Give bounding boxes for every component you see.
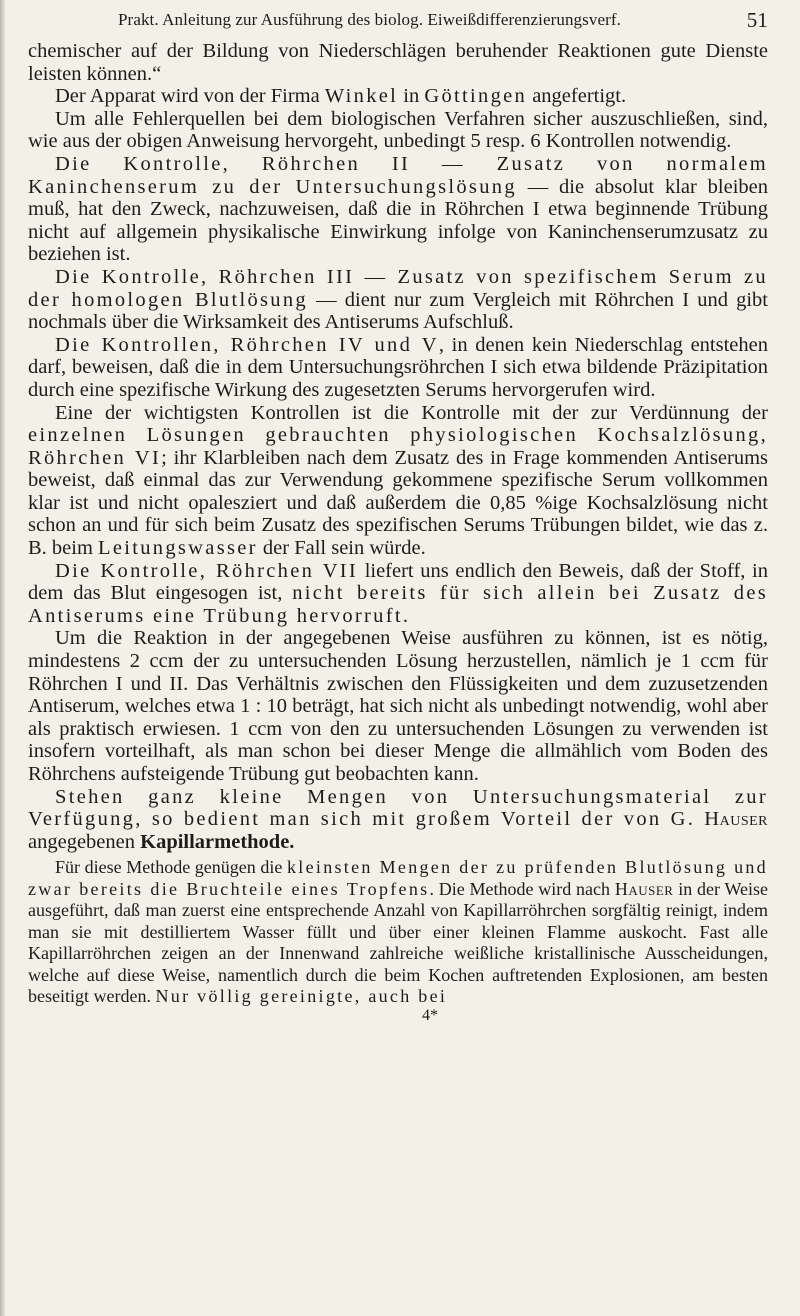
emphasis-leitungswasser: Leitungswasser [98, 537, 258, 560]
body-text [28, 40, 768, 1024]
method-name: Kapillarmethode. [140, 830, 295, 853]
running-title: Prakt. Anleitung zur Ausführung des biolog. Eiweißdifferenzierungsverf. [118, 10, 621, 29]
paragraph-9: Um die Reaktion in der angegebenen Weise ausführen zu können, ist es nötig, mindestens 2 ccm der zu untersuchenden Lösung herzustellen, nämlich je 1 ccm für Röhrchen I und II. Das Verhältnis zwischen den Flüssigkeiten und dem zuzusetzenden Antiserum, welches etwa 1 : 10 beträgt, hat sich nicht als unbedingt notwendig, wohl aber als praktisch erwiesen. 1 ccm von den zu untersuchenden Lösungen zu verwenden ist insofern vorteilhaft, als man schon bei dieser Menge die allmählich vom Boden des Röhrchens aufsteigende Trübung gut beobachten kann. [28, 627, 768, 785]
emphasis-small-amounts: Stehen ganz kleine Mengen von Untersuchungsmaterial zur Verfügung, so bedient man sich mit großem Vorteil der von G. [28, 785, 768, 831]
author-name-2: Hauser [614, 878, 674, 899]
author-name: Hauser [704, 808, 768, 831]
paragraph-7: Eine der wichtigsten Kontrollen ist die Kontrolle mit der zur Verdünnung der einzelnen Lösungen gebrauchten physiologischen Kochsalzlösung, Röhrchen VI; ihr Klarbleiben nach dem Zusatz des in Frage kommenden Antiserums beweist, daß einmal das zur Verwendung gekommene spezifische Serum vollkommen klar ist und nicht opalesziert und daß außerdem die 0,85 %ige Kochsalzlösung nicht schon an und für sich beim Zusatz des spezifischen Serums Trübungen bildet, wie das z. B. beim Leitungswasser der Fall sein würde. [28, 401, 768, 560]
city-name: Göttingen [424, 85, 528, 108]
paragraph-10: Stehen ganz kleine Mengen von Untersuchungsmaterial zur Verfügung, so bedient man sich mit großem Vorteil der von G. Hauser angegebenen Kapillarmethode. [28, 785, 768, 853]
emphasis-cleaned: Nur völlig gereinigte, auch bei [155, 986, 448, 1007]
emphasis-control-vii: Die Kontrolle, Röhrchen VII [55, 559, 359, 582]
paragraph-3: Um alle Fehlerquellen bei dem biologischen Verfahren sicher auszuschließen, sind, wie aus der obigen Anweisung hervorgeht, unbedingt 5 resp. 6 Kontrollen notwendig. [28, 107, 768, 153]
page-edge-shadow [0, 0, 6, 1316]
printer-signature: 4* [422, 1006, 438, 1024]
paragraph-5: Die Kontrolle, Röhrchen III — Zusatz von spezifischem Serum zu der homologen Blutlösung — dient nur zum Vergleich mit Röhrchen I und gibt nochmals über die Wirksamkeit des Antiserums Aufschluß. [28, 265, 768, 334]
paragraph-11: Für diese Methode genügen die kleinsten Mengen der zu prüfenden Blutlösung und zwar bereits die Bruchteile eines Tropfens. Die Methode wird nach Hauser in der Weise ausgeführt, daß man zuerst eine entsprechende Anzahl von Kapillarröhrchen sorgfältig reinigt, indem man sie mit destilliertem Wasser füllt und über einer kleinen Flamme auskocht. Fast alle Kapillarröhrchen zeigen an der Innenwand zahlreiche weißliche kristallinische Ausscheidungen, welche auf diese Weise, namentlich durch die beim Kochen auftretenden Explosionen, am besten beseitigt werden. Nur völlig gereinigte, auch bei [28, 857, 768, 1007]
paragraph-1: chemischer auf der Bildung von Niederschlägen beruhender Reaktionen gute Dienste leisten können.“ [28, 40, 768, 85]
paragraph-6: Die Kontrollen, Röhrchen IV und V, in denen kein Niederschlag entstehen darf, beweisen, daß die in dem Untersuchungsröhrchen I sich etwa bildende Präzipitation durch eine spezifische Wirkung des zugesetzten Serums hervorgerufen wird. [28, 333, 768, 401]
emphasis-control-iv-v: Die Kontrollen, Röhrchen IV und V [55, 333, 439, 356]
paragraph-8: Die Kontrolle, Röhrchen VII liefert uns endlich den Beweis, daß der Stoff, in dem das Blut eingesogen ist, nicht bereits für sich allein bei Zusatz des Antiserums eine Trübung hervorruft. [28, 559, 768, 627]
emphasis-smallest-amounts: kleinsten Mengen der zu prüfenden Blutlösung und zwar bereits die Bruchteile eines Tropfens [28, 857, 768, 899]
paragraph-2: Der Apparat wird von der Firma Winkel in Göttingen angefertigt. [55, 85, 627, 108]
emphasis-control-vi: einzelnen Lösungen gebrauchten physiologischen Kochsalzlösung, Röhrchen VI [28, 424, 768, 469]
manufacturer-name: Winkel [324, 85, 399, 108]
paragraph-4: Die Kontrolle, Röhrchen II — Zusatz von normalem Kaninchenserum zu der Untersuchungslösung — die absolut klar bleiben muß, hat den Zweck, nachzuweisen, daß die in Röhrchen I etwa beginnende Trübung nicht auf allgemein physikalische Einwirkung infolge von Kaninchenserumzusatz zu beziehen ist. [28, 152, 768, 266]
emphasis-control-ii: Die Kontrolle, Röhrchen II — Zusatz von normalem Kaninchenserum zu der Untersuchungslösung [28, 152, 768, 198]
page-number: 51 [746, 8, 768, 32]
emphasis-control-iii: Die Kontrolle, Röhrchen III — Zusatz von spezifischem Serum zu der homologen Blutlösung [28, 265, 768, 311]
emphasis-trubung: nicht bereits für sich allein bei Zusatz des Antiserums eine Trübung hervorruft. [28, 582, 768, 627]
